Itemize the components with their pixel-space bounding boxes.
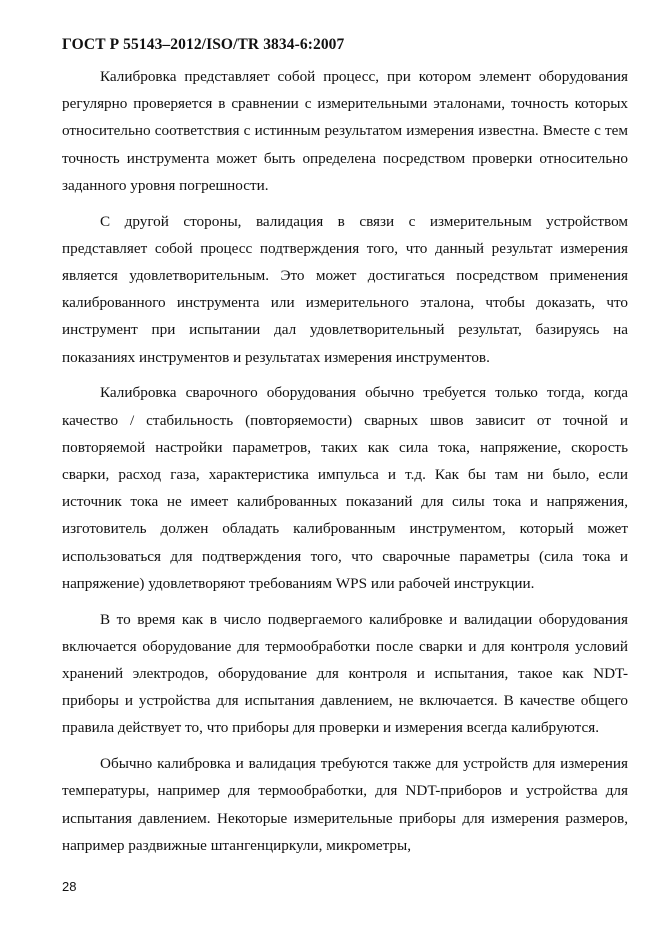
- page-header: ГОСТ Р 55143–2012/ISO/TR 3834-6:2007: [62, 36, 345, 53]
- paragraph-welding-equipment-calibration: Калибровка сварочного оборудования обычно требуется только тогда, когда качество / стабильность (повторяемости) сварных швов зависит от точной и повторяемой настройки параметров, таких как сила тока, напряжение, скорость сварки, расход газа, характеристика импульса и т.д. Как бы там ни было, если источник тока не имеет калиброванных показаний для силы тока и напряжения, изготовитель должен обладать калиброванным инструментом, который может использоваться для подтверждения того, что сварочные параметры (сила тока и напряжение) удовлетворяют требованиям WPS или рабочей инструкции.: [62, 384, 628, 592]
- paragraph-equipment-scope: В то время как в число подвергаемого калибровке и валидации оборудования включается оборудование для термообработки после сварки и для контроля условий хранений электродов, оборудование для контроля и испытания, такое как NDT-приборы и устройства для испытания давлением, не включается. В качестве общего правила действует то, что приборы для проверки и измерения всегда калибруются.: [62, 610, 628, 737]
- paragraph-validation-definition: С другой стороны, валидация в связи с измерительным устройством представляет собой процесс подтверждения того, что данный результат измерения является удовлетворительным. Это может достигаться посредством применения калиброванного инструмента или измерительного эталона, чтобы доказать, что инструмент при испытании дал удовлетворительный результат, базируясь на показаниях инструментов и результатах измерения инструментов.: [62, 212, 628, 366]
- paragraph-measurement-devices: Обычно калибровка и валидация требуются также для устройств для измерения температуры, например для термообработки, для NDT-приборов и устройства для испытания давлением. Некоторые измерительные приборы для измерения размеров, например раздвижные штангенциркули, микрометры,: [62, 755, 628, 854]
- paragraph-calibration-definition: Калибровка представляет собой процесс, при котором элемент оборудования регулярно проверяется в сравнении с измерительными эталонами, точность которых относительно соответствия с истинным результатом измерения известна. Вместе с тем точность инструмента может быть определена посредством проверки относительно заданного уровня погрешности.: [62, 68, 628, 194]
- body-text: [62, 63, 628, 859]
- page-number: 28: [62, 879, 77, 894]
